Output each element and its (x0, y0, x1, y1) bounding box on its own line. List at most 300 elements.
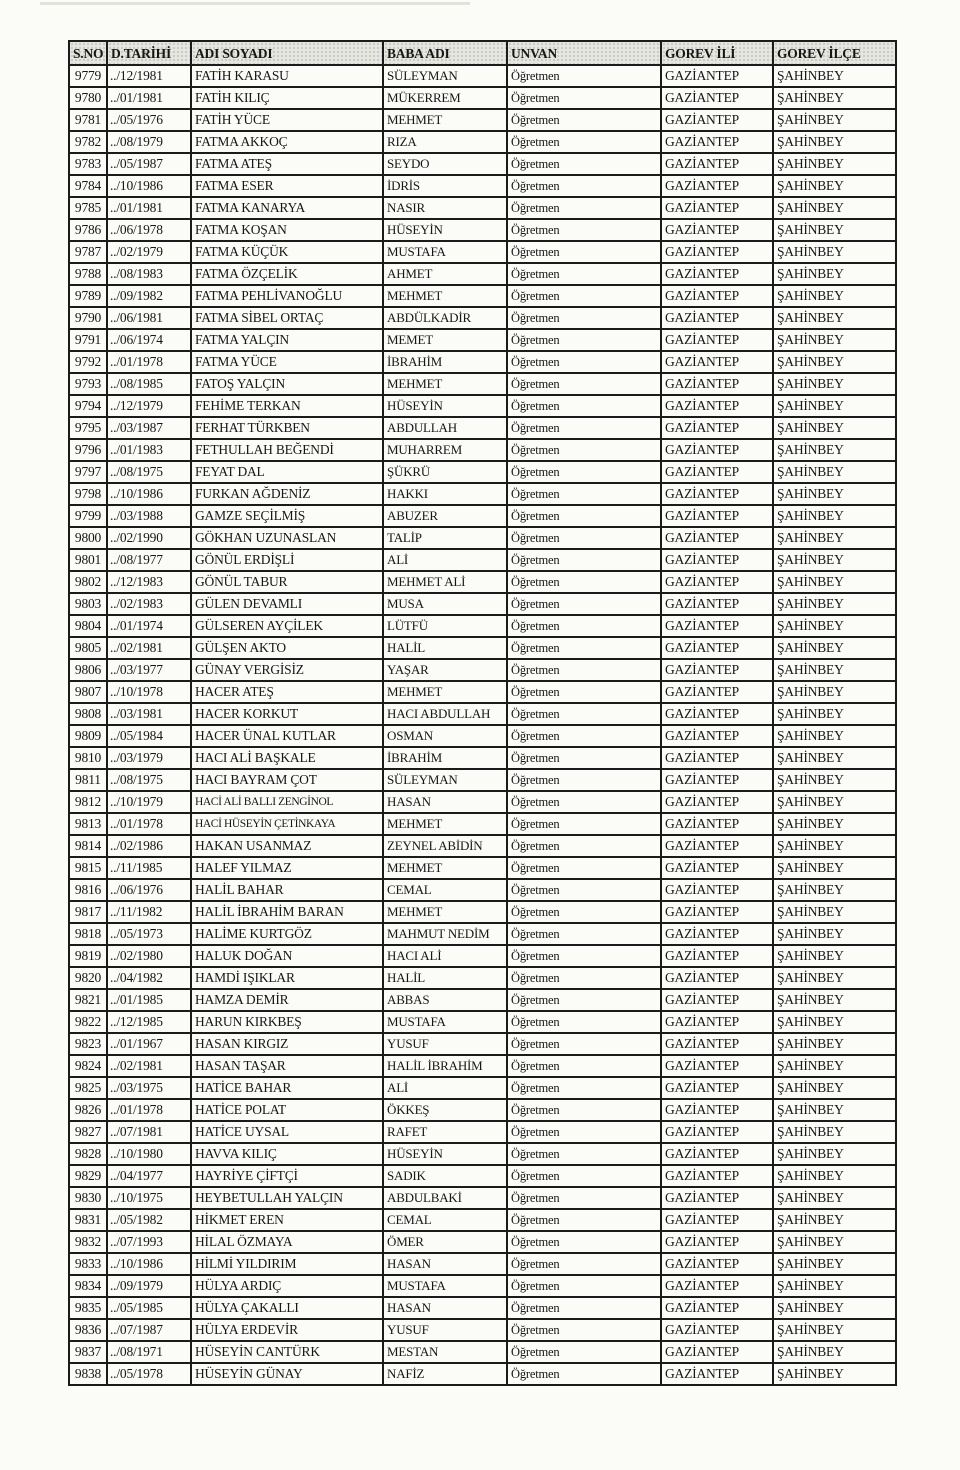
cell-gorev-ili: GAZİANTEP (661, 725, 773, 747)
table-row (69, 769, 896, 791)
cell-baba-adi: MEHMET ALİ (383, 571, 507, 593)
cell-unvan: Öğretmen (507, 1121, 661, 1143)
cell-gorev-ili: GAZİANTEP (661, 131, 773, 153)
cell-gorev-ilce: ŞAHİNBEY (773, 131, 896, 153)
table-row (69, 659, 896, 681)
cell-gorev-ilce: ŞAHİNBEY (773, 197, 896, 219)
cell-gorev-ilce: ŞAHİNBEY (773, 219, 896, 241)
cell-gorev-ilce: ŞAHİNBEY (773, 527, 896, 549)
cell-d-tarihi: ../11/1985 (107, 857, 191, 879)
cell-unvan: Öğretmen (507, 1099, 661, 1121)
column-header-d-tarihi: D.TARİHİ (107, 41, 191, 65)
cell-adi-soyadi: GAMZE SEÇİLMİŞ (191, 505, 383, 527)
cell-d-tarihi: ../08/1977 (107, 549, 191, 571)
cell-gorev-ili: GAZİANTEP (661, 813, 773, 835)
cell-gorev-ilce: ŞAHİNBEY (773, 351, 896, 373)
cell-d-tarihi: ../05/1978 (107, 1363, 191, 1385)
cell-gorev-ili: GAZİANTEP (661, 307, 773, 329)
cell-sno: 9810 (69, 747, 107, 769)
cell-d-tarihi: ../05/1984 (107, 725, 191, 747)
cell-d-tarihi: ../10/1980 (107, 1143, 191, 1165)
cell-d-tarihi: ../12/1985 (107, 1011, 191, 1033)
cell-gorev-ili: GAZİANTEP (661, 967, 773, 989)
cell-unvan: Öğretmen (507, 637, 661, 659)
cell-baba-adi: MEHMET (383, 857, 507, 879)
cell-adi-soyadi: GÜLŞEN AKTO (191, 637, 383, 659)
cell-d-tarihi: ../06/1974 (107, 329, 191, 351)
cell-sno: 9832 (69, 1231, 107, 1253)
table-row (69, 219, 896, 241)
cell-adi-soyadi: HAYRİYE ÇİFTÇİ (191, 1165, 383, 1187)
cell-unvan: Öğretmen (507, 1143, 661, 1165)
cell-gorev-ili: GAZİANTEP (661, 373, 773, 395)
cell-gorev-ili: GAZİANTEP (661, 769, 773, 791)
cell-unvan: Öğretmen (507, 417, 661, 439)
cell-sno: 9790 (69, 307, 107, 329)
cell-baba-adi: ABDÜLKADİR (383, 307, 507, 329)
cell-sno: 9799 (69, 505, 107, 527)
cell-gorev-ilce: ŞAHİNBEY (773, 681, 896, 703)
cell-adi-soyadi: FATMA KOŞAN (191, 219, 383, 241)
cell-gorev-ilce: ŞAHİNBEY (773, 1011, 896, 1033)
cell-gorev-ilce: ŞAHİNBEY (773, 1143, 896, 1165)
cell-sno: 9802 (69, 571, 107, 593)
cell-baba-adi: YUSUF (383, 1033, 507, 1055)
table-row (69, 1209, 896, 1231)
table-row (69, 901, 896, 923)
cell-d-tarihi: ../10/1986 (107, 175, 191, 197)
cell-gorev-ili: GAZİANTEP (661, 1121, 773, 1143)
cell-gorev-ili: GAZİANTEP (661, 527, 773, 549)
cell-sno: 9794 (69, 395, 107, 417)
cell-gorev-ili: GAZİANTEP (661, 791, 773, 813)
cell-d-tarihi: ../01/1974 (107, 615, 191, 637)
cell-sno: 9820 (69, 967, 107, 989)
cell-baba-adi: MEHMET (383, 285, 507, 307)
cell-adi-soyadi: HALEF YILMAZ (191, 857, 383, 879)
cell-adi-soyadi: HAKAN USANMAZ (191, 835, 383, 857)
cell-d-tarihi: ../08/1985 (107, 373, 191, 395)
cell-baba-adi: ABDULBAKİ (383, 1187, 507, 1209)
cell-d-tarihi: ../07/1987 (107, 1319, 191, 1341)
cell-unvan: Öğretmen (507, 153, 661, 175)
cell-sno: 9801 (69, 549, 107, 571)
cell-gorev-ilce: ŞAHİNBEY (773, 1275, 896, 1297)
table-row (69, 571, 896, 593)
cell-baba-adi: MUSTAFA (383, 1275, 507, 1297)
cell-adi-soyadi: HACER ATEŞ (191, 681, 383, 703)
table-row (69, 285, 896, 307)
cell-unvan: Öğretmen (507, 769, 661, 791)
cell-gorev-ili: GAZİANTEP (661, 659, 773, 681)
table-row (69, 549, 896, 571)
cell-adi-soyadi: HATİCE BAHAR (191, 1077, 383, 1099)
cell-gorev-ili: GAZİANTEP (661, 1209, 773, 1231)
cell-baba-adi: ABUZER (383, 505, 507, 527)
cell-gorev-ili: GAZİANTEP (661, 1187, 773, 1209)
table-row (69, 439, 896, 461)
cell-unvan: Öğretmen (507, 923, 661, 945)
cell-unvan: Öğretmen (507, 1231, 661, 1253)
cell-gorev-ilce: ŞAHİNBEY (773, 725, 896, 747)
cell-gorev-ilce: ŞAHİNBEY (773, 1209, 896, 1231)
cell-baba-adi: HACI ALİ (383, 945, 507, 967)
cell-unvan: Öğretmen (507, 241, 661, 263)
cell-gorev-ilce: ŞAHİNBEY (773, 637, 896, 659)
table-row (69, 747, 896, 769)
cell-baba-adi: MUSA (383, 593, 507, 615)
cell-gorev-ilce: ŞAHİNBEY (773, 175, 896, 197)
cell-gorev-ilce: ŞAHİNBEY (773, 1297, 896, 1319)
cell-baba-adi: OSMAN (383, 725, 507, 747)
cell-adi-soyadi: FATMA ESER (191, 175, 383, 197)
cell-gorev-ili: GAZİANTEP (661, 857, 773, 879)
cell-d-tarihi: ../12/1983 (107, 571, 191, 593)
cell-sno: 9787 (69, 241, 107, 263)
cell-sno: 9822 (69, 1011, 107, 1033)
cell-gorev-ilce: ŞAHİNBEY (773, 1121, 896, 1143)
cell-unvan: Öğretmen (507, 65, 661, 87)
cell-gorev-ili: GAZİANTEP (661, 901, 773, 923)
cell-unvan: Öğretmen (507, 1319, 661, 1341)
column-header-gorev-ilce: GOREV İLÇE (773, 41, 896, 65)
cell-gorev-ilce: ŞAHİNBEY (773, 1231, 896, 1253)
cell-adi-soyadi: HASAN TAŞAR (191, 1055, 383, 1077)
cell-sno: 9817 (69, 901, 107, 923)
cell-unvan: Öğretmen (507, 1363, 661, 1385)
cell-baba-adi: İBRAHİM (383, 747, 507, 769)
cell-unvan: Öğretmen (507, 549, 661, 571)
cell-adi-soyadi: GÖNÜL ERDİŞLİ (191, 549, 383, 571)
cell-gorev-ili: GAZİANTEP (661, 747, 773, 769)
cell-baba-adi: MEHMET (383, 813, 507, 835)
cell-baba-adi: İBRAHİM (383, 351, 507, 373)
cell-unvan: Öğretmen (507, 967, 661, 989)
cell-d-tarihi: ../08/1975 (107, 461, 191, 483)
table-row (69, 1055, 896, 1077)
cell-sno: 9818 (69, 923, 107, 945)
cell-gorev-ilce: ŞAHİNBEY (773, 505, 896, 527)
cell-unvan: Öğretmen (507, 615, 661, 637)
cell-baba-adi: ŞÜKRÜ (383, 461, 507, 483)
cell-d-tarihi: ../09/1982 (107, 285, 191, 307)
table-row (69, 1253, 896, 1275)
cell-unvan: Öğretmen (507, 527, 661, 549)
cell-sno: 9792 (69, 351, 107, 373)
cell-baba-adi: TALİP (383, 527, 507, 549)
cell-unvan: Öğretmen (507, 131, 661, 153)
cell-gorev-ilce: ŞAHİNBEY (773, 417, 896, 439)
cell-adi-soyadi: FERHAT TÜRKBEN (191, 417, 383, 439)
cell-baba-adi: MÜKERREM (383, 87, 507, 109)
cell-adi-soyadi: GÜLEN DEVAMLI (191, 593, 383, 615)
column-header-unvan: UNVAN (507, 41, 661, 65)
cell-d-tarihi: ../10/1975 (107, 1187, 191, 1209)
cell-sno: 9780 (69, 87, 107, 109)
cell-unvan: Öğretmen (507, 857, 661, 879)
cell-gorev-ilce: ŞAHİNBEY (773, 1055, 896, 1077)
table-row (69, 461, 896, 483)
cell-sno: 9781 (69, 109, 107, 131)
cell-adi-soyadi: HACI ALİ BAŞKALE (191, 747, 383, 769)
cell-gorev-ili: GAZİANTEP (661, 351, 773, 373)
cell-gorev-ili: GAZİANTEP (661, 879, 773, 901)
cell-gorev-ilce: ŞAHİNBEY (773, 967, 896, 989)
cell-sno: 9789 (69, 285, 107, 307)
cell-gorev-ilce: ŞAHİNBEY (773, 65, 896, 87)
cell-adi-soyadi: HÜLYA ARDIÇ (191, 1275, 383, 1297)
cell-gorev-ili: GAZİANTEP (661, 483, 773, 505)
cell-unvan: Öğretmen (507, 87, 661, 109)
cell-gorev-ili: GAZİANTEP (661, 703, 773, 725)
table-row (69, 857, 896, 879)
cell-d-tarihi: ../02/1986 (107, 835, 191, 857)
cell-gorev-ilce: ŞAHİNBEY (773, 329, 896, 351)
cell-unvan: Öğretmen (507, 1011, 661, 1033)
table-row (69, 813, 896, 835)
cell-d-tarihi: ../10/1986 (107, 483, 191, 505)
cell-baba-adi: ZEYNEL ABİDİN (383, 835, 507, 857)
table-row (69, 1011, 896, 1033)
cell-gorev-ilce: ŞAHİNBEY (773, 615, 896, 637)
cell-baba-adi: MEHMET (383, 901, 507, 923)
cell-unvan: Öğretmen (507, 725, 661, 747)
cell-unvan: Öğretmen (507, 901, 661, 923)
cell-unvan: Öğretmen (507, 439, 661, 461)
table-row (69, 263, 896, 285)
cell-sno: 9804 (69, 615, 107, 637)
cell-gorev-ilce: ŞAHİNBEY (773, 1319, 896, 1341)
cell-gorev-ili: GAZİANTEP (661, 1319, 773, 1341)
cell-d-tarihi: ../01/1978 (107, 813, 191, 835)
cell-unvan: Öğretmen (507, 989, 661, 1011)
cell-unvan: Öğretmen (507, 307, 661, 329)
cell-baba-adi: HALİL İBRAHİM (383, 1055, 507, 1077)
cell-baba-adi: MEHMET (383, 373, 507, 395)
cell-gorev-ili: GAZİANTEP (661, 593, 773, 615)
cell-unvan: Öğretmen (507, 395, 661, 417)
cell-unvan: Öğretmen (507, 1253, 661, 1275)
cell-gorev-ili: GAZİANTEP (661, 1055, 773, 1077)
cell-baba-adi: MESTAN (383, 1341, 507, 1363)
cell-gorev-ili: GAZİANTEP (661, 989, 773, 1011)
cell-d-tarihi: ../01/1981 (107, 87, 191, 109)
cell-sno: 9796 (69, 439, 107, 461)
cell-sno: 9813 (69, 813, 107, 835)
cell-sno: 9833 (69, 1253, 107, 1275)
cell-sno: 9816 (69, 879, 107, 901)
cell-sno: 9837 (69, 1341, 107, 1363)
cell-adi-soyadi: HACI BAYRAM ÇOT (191, 769, 383, 791)
cell-baba-adi: HASAN (383, 1297, 507, 1319)
cell-baba-adi: AHMET (383, 263, 507, 285)
cell-adi-soyadi: FATMA AKKOÇ (191, 131, 383, 153)
cell-unvan: Öğretmen (507, 835, 661, 857)
table-row (69, 175, 896, 197)
cell-gorev-ilce: ŞAHİNBEY (773, 153, 896, 175)
table-row (69, 1033, 896, 1055)
table-row (69, 505, 896, 527)
cell-gorev-ilce: ŞAHİNBEY (773, 483, 896, 505)
cell-adi-soyadi: GÖKHAN UZUNASLAN (191, 527, 383, 549)
cell-gorev-ilce: ŞAHİNBEY (773, 923, 896, 945)
table-row (69, 395, 896, 417)
cell-baba-adi: ÖMER (383, 1231, 507, 1253)
table-row (69, 417, 896, 439)
cell-baba-adi: MEMET (383, 329, 507, 351)
cell-sno: 9807 (69, 681, 107, 703)
cell-gorev-ili: GAZİANTEP (661, 241, 773, 263)
cell-sno: 9834 (69, 1275, 107, 1297)
cell-gorev-ili: GAZİANTEP (661, 549, 773, 571)
table-row (69, 109, 896, 131)
cell-baba-adi: CEMAL (383, 1209, 507, 1231)
cell-baba-adi: RAFET (383, 1121, 507, 1143)
cell-gorev-ilce: ŞAHİNBEY (773, 1341, 896, 1363)
cell-baba-adi: MEHMET (383, 109, 507, 131)
cell-gorev-ili: GAZİANTEP (661, 285, 773, 307)
cell-adi-soyadi: FETHULLAH BEĞENDİ (191, 439, 383, 461)
cell-gorev-ili: GAZİANTEP (661, 65, 773, 87)
cell-unvan: Öğretmen (507, 263, 661, 285)
cell-baba-adi: SADIK (383, 1165, 507, 1187)
scan-artifact (40, 2, 470, 5)
cell-adi-soyadi: HALİL BAHAR (191, 879, 383, 901)
cell-baba-adi: SÜLEYMAN (383, 769, 507, 791)
cell-d-tarihi: ../03/1975 (107, 1077, 191, 1099)
cell-sno: 9803 (69, 593, 107, 615)
cell-gorev-ili: GAZİANTEP (661, 615, 773, 637)
cell-gorev-ilce: ŞAHİNBEY (773, 307, 896, 329)
cell-baba-adi: SEYDO (383, 153, 507, 175)
cell-adi-soyadi: HÜSEYİN CANTÜRK (191, 1341, 383, 1363)
table-row (69, 1297, 896, 1319)
cell-gorev-ilce: ŞAHİNBEY (773, 285, 896, 307)
cell-adi-soyadi: FATMA PEHLİVANOĞLU (191, 285, 383, 307)
table-row (69, 835, 896, 857)
cell-baba-adi: YAŞAR (383, 659, 507, 681)
cell-d-tarihi: ../05/1987 (107, 153, 191, 175)
table-row (69, 791, 896, 813)
table-row (69, 615, 896, 637)
cell-sno: 9791 (69, 329, 107, 351)
cell-baba-adi: ÖKKEŞ (383, 1099, 507, 1121)
table-row (69, 725, 896, 747)
cell-adi-soyadi: HATİCE POLAT (191, 1099, 383, 1121)
cell-d-tarihi: ../04/1982 (107, 967, 191, 989)
cell-sno: 9836 (69, 1319, 107, 1341)
cell-unvan: Öğretmen (507, 571, 661, 593)
column-header-adi-soyadi: ADI SOYADI (191, 41, 383, 65)
cell-baba-adi: NASIR (383, 197, 507, 219)
cell-adi-soyadi: FEYAT DAL (191, 461, 383, 483)
cell-sno: 9806 (69, 659, 107, 681)
cell-d-tarihi: ../04/1977 (107, 1165, 191, 1187)
cell-adi-soyadi: HÜLYA ERDEVİR (191, 1319, 383, 1341)
cell-d-tarihi: ../02/1980 (107, 945, 191, 967)
cell-gorev-ili: GAZİANTEP (661, 329, 773, 351)
cell-gorev-ili: GAZİANTEP (661, 461, 773, 483)
cell-adi-soyadi: FATİH YÜCE (191, 109, 383, 131)
cell-gorev-ili: GAZİANTEP (661, 395, 773, 417)
cell-gorev-ilce: ŞAHİNBEY (773, 1165, 896, 1187)
cell-gorev-ilce: ŞAHİNBEY (773, 791, 896, 813)
table-row (69, 989, 896, 1011)
cell-adi-soyadi: FEHİME TERKAN (191, 395, 383, 417)
cell-sno: 9831 (69, 1209, 107, 1231)
cell-d-tarihi: ../12/1979 (107, 395, 191, 417)
cell-d-tarihi: ../03/1979 (107, 747, 191, 769)
cell-adi-soyadi: GÜNAY VERGİSİZ (191, 659, 383, 681)
cell-gorev-ili: GAZİANTEP (661, 835, 773, 857)
table-row (69, 1099, 896, 1121)
cell-gorev-ili: GAZİANTEP (661, 175, 773, 197)
cell-unvan: Öğretmen (507, 505, 661, 527)
cell-adi-soyadi: HACER KORKUT (191, 703, 383, 725)
table-row (69, 1187, 896, 1209)
cell-baba-adi: HALİL (383, 637, 507, 659)
cell-sno: 9800 (69, 527, 107, 549)
cell-unvan: Öğretmen (507, 219, 661, 241)
cell-gorev-ilce: ŞAHİNBEY (773, 571, 896, 593)
cell-baba-adi: LÜTFÜ (383, 615, 507, 637)
table-header-row (69, 41, 896, 65)
cell-baba-adi: MAHMUT NEDİM (383, 923, 507, 945)
cell-adi-soyadi: HACER ÜNAL KUTLAR (191, 725, 383, 747)
cell-adi-soyadi: FATMA KANARYA (191, 197, 383, 219)
cell-baba-adi: RIZA (383, 131, 507, 153)
column-header-sno: S.NO (69, 41, 107, 65)
cell-gorev-ili: GAZİANTEP (661, 1297, 773, 1319)
cell-sno: 9782 (69, 131, 107, 153)
cell-gorev-ili: GAZİANTEP (661, 1143, 773, 1165)
cell-unvan: Öğretmen (507, 373, 661, 395)
cell-sno: 9835 (69, 1297, 107, 1319)
cell-adi-soyadi: FATİH KILIÇ (191, 87, 383, 109)
cell-adi-soyadi: FATMA ATEŞ (191, 153, 383, 175)
cell-unvan: Öğretmen (507, 329, 661, 351)
cell-sno: 9814 (69, 835, 107, 857)
cell-adi-soyadi: HİKMET EREN (191, 1209, 383, 1231)
cell-unvan: Öğretmen (507, 1209, 661, 1231)
cell-sno: 9793 (69, 373, 107, 395)
table-row (69, 483, 896, 505)
table-row (69, 593, 896, 615)
cell-sno: 9811 (69, 769, 107, 791)
cell-unvan: Öğretmen (507, 109, 661, 131)
cell-adi-soyadi: HASAN KIRGIZ (191, 1033, 383, 1055)
cell-adi-soyadi: FATMA YALÇIN (191, 329, 383, 351)
cell-baba-adi: ABBAS (383, 989, 507, 1011)
cell-d-tarihi: ../01/1967 (107, 1033, 191, 1055)
table-body (69, 65, 896, 1385)
cell-baba-adi: HALİL (383, 967, 507, 989)
cell-d-tarihi: ../06/1981 (107, 307, 191, 329)
cell-d-tarihi: ../01/1985 (107, 989, 191, 1011)
cell-gorev-ilce: ŞAHİNBEY (773, 989, 896, 1011)
cell-baba-adi: HÜSEYİN (383, 395, 507, 417)
cell-unvan: Öğretmen (507, 1297, 661, 1319)
cell-unvan: Öğretmen (507, 703, 661, 725)
table-row (69, 681, 896, 703)
cell-adi-soyadi: HACİ ALİ BALLI ZENGİNOL (191, 791, 383, 813)
cell-baba-adi: ABDULLAH (383, 417, 507, 439)
cell-gorev-ili: GAZİANTEP (661, 197, 773, 219)
cell-adi-soyadi: FURKAN AĞDENİZ (191, 483, 383, 505)
column-header-baba-adi: BABA ADI (383, 41, 507, 65)
table-row (69, 87, 896, 109)
cell-d-tarihi: ../10/1979 (107, 791, 191, 813)
